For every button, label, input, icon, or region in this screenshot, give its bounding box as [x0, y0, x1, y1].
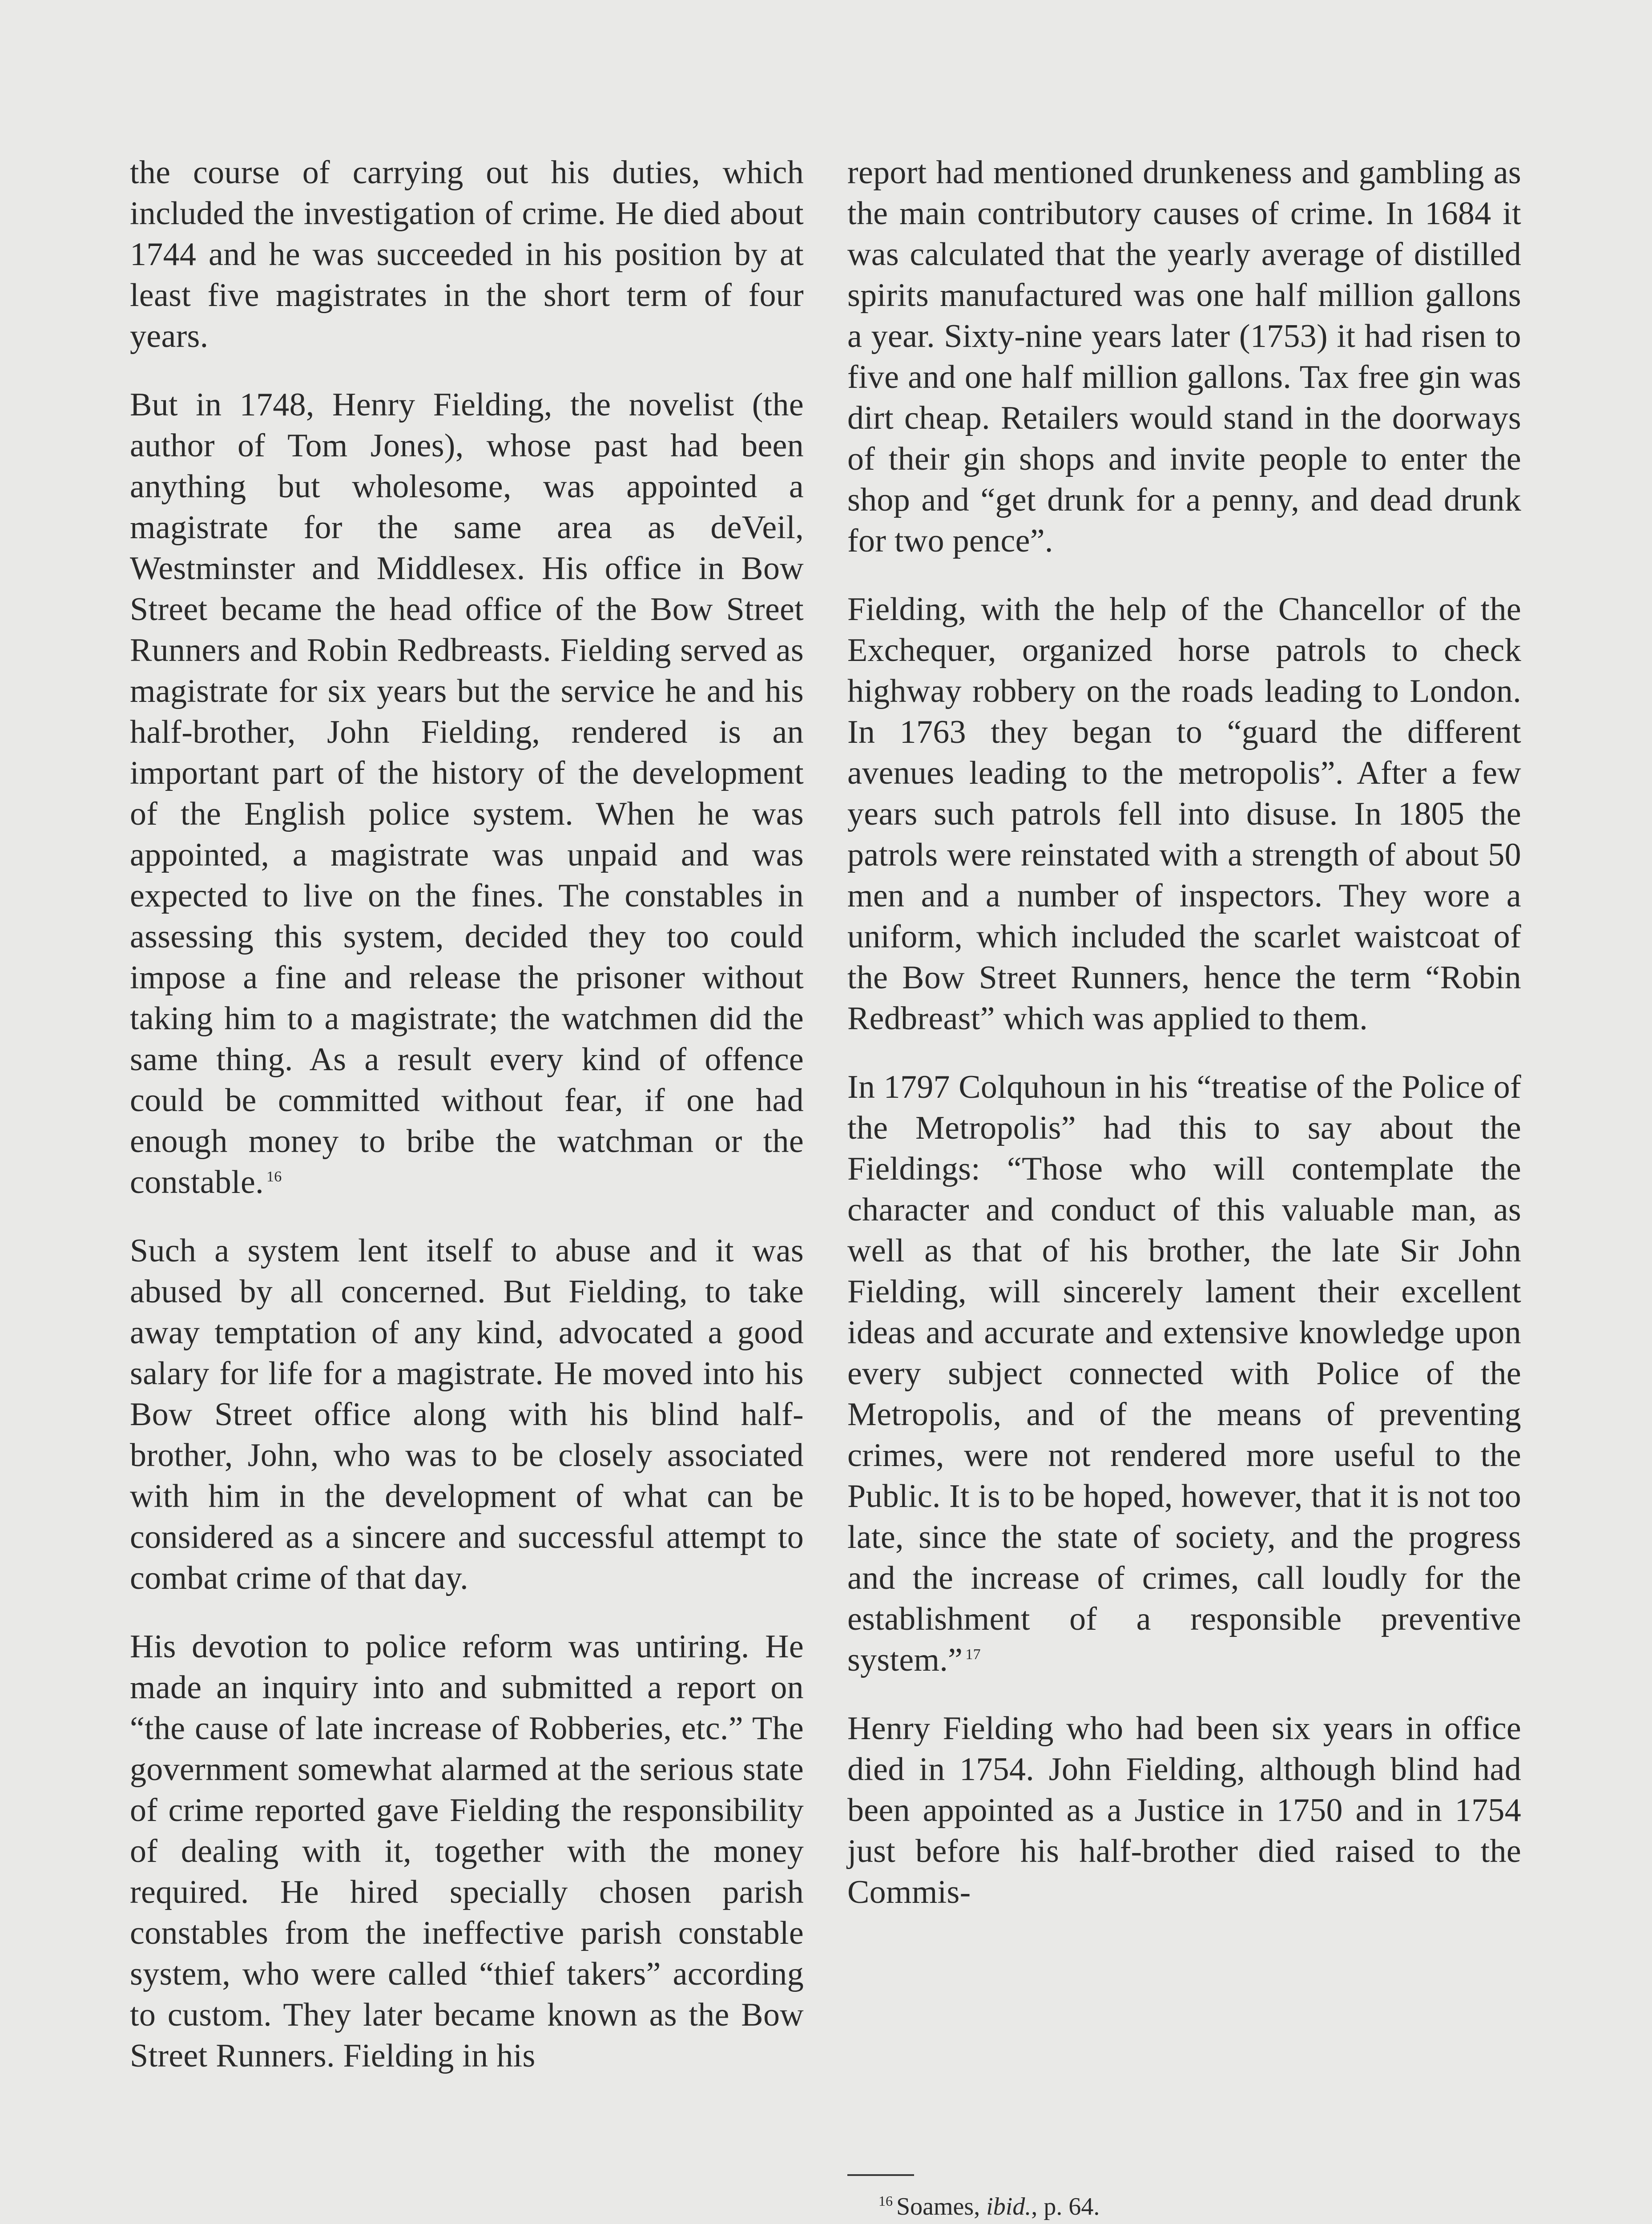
footnotes: [847, 2174, 1521, 2224]
paragraph: [847, 152, 1521, 561]
footnote-reference[interactable]: 16: [266, 1168, 282, 1185]
right-column: [847, 152, 1521, 1940]
left-column: [130, 152, 804, 2104]
paragraph: [130, 1230, 804, 1599]
footnote-italic: ibid.: [986, 2193, 1031, 2220]
paragraph-text: Henry Fielding who had been six years in office died in 1754. John Fielding, although blind had been appointed as a Justice in 1750 and in 1754 just before his half-brother died raised to the Commis-: [847, 1710, 1521, 1910]
paragraph-text: report had mentioned drunkeness and gambling as the main contributory causes of crime. In 1684 it was calculated that the yearly average of distilled spirits manufactured was one half million gallons a year. Sixty-nine years later (1753) it had risen to five and one half million gallons. Tax free gin was dirt cheap. Retailers would stand in the doorways of their gin shops and invite people to enter the shop and “get drunk for a penny, and dead drunk for two pence”.: [847, 154, 1521, 559]
paragraph-text: the course of carrying out his duties, which included the investigation of crime. He died about 1744 and he was succeeded in his position by at least five magistrates in the short term of four years.: [130, 154, 804, 355]
paragraph: [130, 384, 804, 1203]
paragraph: [130, 1626, 804, 2076]
paragraph-text: In 1797 Colquhoun in his “treatise of the Police of the Metropolis” had this to say about the Fieldings: “Those who will contemplate the character and conduct of this valuable man, as well as that of his brother, the late Sir John Fielding, will sincerely lament their excellent ideas and accurate and extensive knowledge upon every subject connected with Police of the Metropolis, and of the means of preventing crimes, were not rendered more useful to the Public. It is to be hoped, however, that it is not too late, since the state of society, and the progress and the increase of crimes, call loudly for the establishment of a responsible preventive system.”: [847, 1069, 1521, 1678]
paragraph: [847, 589, 1521, 1039]
footnote-divider: [847, 2174, 914, 2176]
paragraph: [847, 1708, 1521, 1913]
paragraph-text: Fielding, with the help of the Chancellor of the Exchequer, organized horse patrols to check highway robbery on the roads leading to London. In 1763 they began to “guard the different avenues leading to the metropolis”. After a few years such patrols fell into disuse. In 1805 the patrols were reinstated with a strength of about 50 men and a number of inspectors. They wore a uniform, which included the scarlet waistcoat of the Bow Street Runners, hence the term “Robin Redbreast” which was applied to them.: [847, 591, 1521, 1037]
footnote: 16 Soames, ibid., p. 64.: [878, 2193, 1100, 2220]
paragraph-text: But in 1748, Henry Fielding, the novelist (the author of Tom Jones), whose past had been anything but wholesome, was appointed a magistrate for the same area as deVeil, Westminster and Middlesex. His office in Bow Street became the head office of the Bow Street Runners and Robin Redbreasts. Fielding served as magistrate for six years but the service he and his half-brother, John Fielding, rendered is an important part of the history of the development of the English police system. When he was appointed, a magistrate was unpaid and was expected to live on the fines. The constables in assessing this system, decided they too could impose a fine and release the prisoner without taking him to a magistrate; the watchmen did the same thing. As a result every kind of offence could be committed without fear, if one had enough money to bribe the watchman or the constable.: [130, 387, 804, 1201]
paragraph: [847, 1067, 1521, 1680]
paragraph-text: Such a system lent itself to abuse and it was abused by all concerned. But Fielding, to take away temptation of any kind, advocated a good salary for life for a magistrate. He moved into his Bow Street office along with his blind half-brother, John, who was to be closely associated with him in the development of what can be considered as a sincere and successful attempt to combat crime of that day.: [130, 1233, 804, 1596]
footnote-text: Soames,: [896, 2193, 987, 2220]
footnote-reference[interactable]: 17: [965, 1646, 981, 1663]
footnote-text: , p. 64.: [1031, 2193, 1100, 2220]
paragraph-text: His devotion to police reform was untiring. He made an inquiry into and submitted a report on “the cause of late increase of Robberies, etc.” The government somewhat alarmed at the serious state of crime reported gave Fielding the responsibility of dealing with it, together with the money required. He hired specially chosen parish constables from the ineffective parish constable system, who were called “thief takers” according to custom. They later became known as the Bow Street Runners. Fielding in his: [130, 1628, 804, 2074]
paragraph: [130, 152, 804, 357]
